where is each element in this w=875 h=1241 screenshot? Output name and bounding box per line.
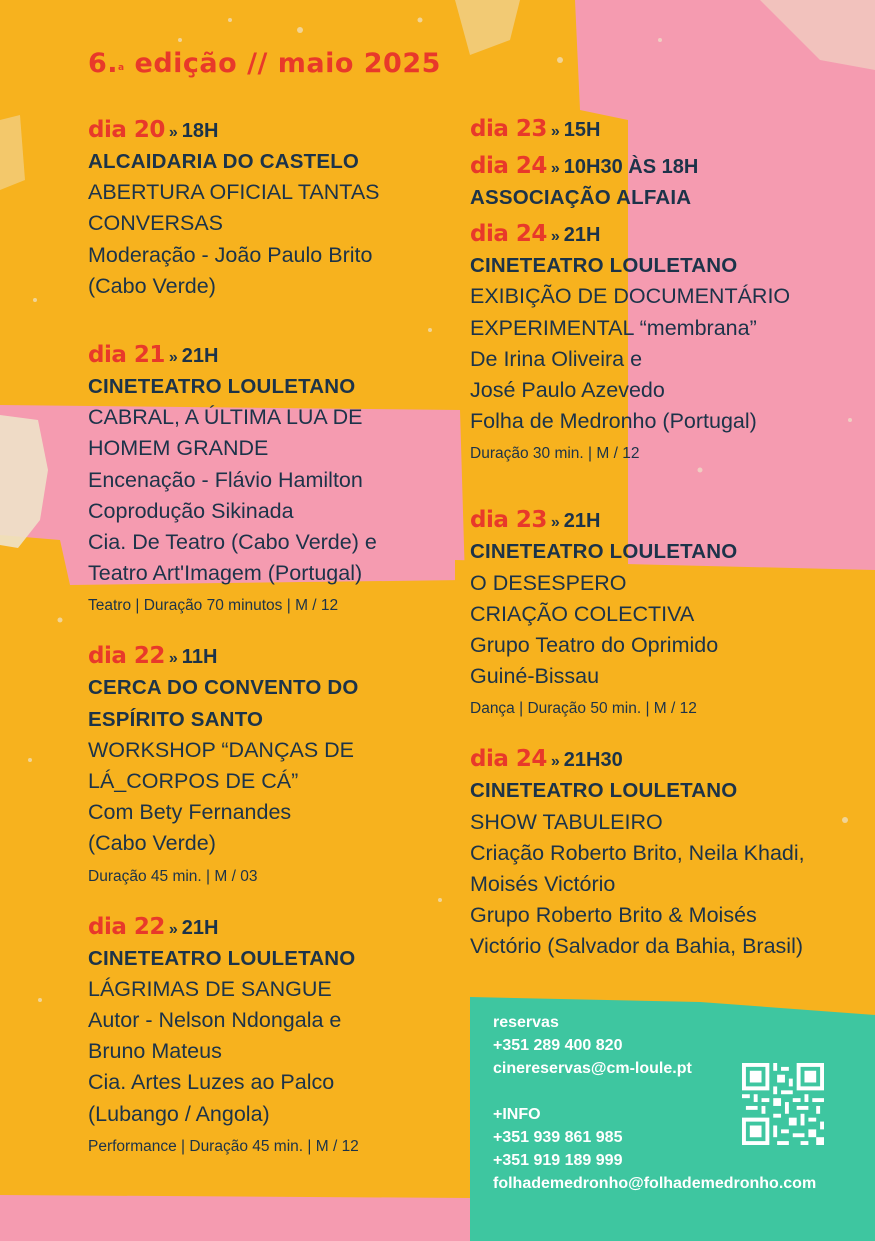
- event-time: 18H: [181, 120, 219, 142]
- event-day: dia 24: [470, 221, 547, 248]
- edition-header: 6.a edição // maio 2025: [88, 48, 441, 79]
- event-venue: CINETEATRO LOULETANO: [470, 540, 738, 564]
- event-day: dia 24: [470, 153, 547, 179]
- event-time: 21H30: [563, 749, 623, 772]
- event-venue: CINETEATRO LOULETANO: [470, 779, 738, 803]
- event-alfaia: dia 23 » 15H dia 24 » 10H30 ÀS 18H ASSOCIAÇÃO ALFAIA: [470, 114, 850, 213]
- event-venue: ESPÍRITO SANTO: [88, 707, 264, 731]
- event-time: 21H: [181, 345, 219, 368]
- event-day: dia 21: [88, 342, 165, 369]
- event-time: 21H: [563, 224, 601, 247]
- event-day22-evening: dia 22 » 21H CINETEATRO LOULETANO LÁGRIMAS DE SANGUE Autor - Nelson Ndongala e Bruno Mateus Cia. Artes Luzes ao Palco (Lubango / Angola) Performance | Duração 45 min. | M / 12: [88, 912, 468, 1164]
- event-time: 11H: [181, 646, 218, 669]
- event-day: dia 23: [470, 507, 547, 534]
- event-venue: ALCAIDARIA DO CASTELO: [88, 150, 360, 173]
- right-column: [470, 114, 850, 963]
- reservas-label: reservas: [493, 1014, 559, 1031]
- event-day23-evening: dia 23 » 21H CINETEATRO LOULETANO O DESESPERO CRIAÇÃO COLECTIVA Grupo Teatro do Oprimido Guiné-Bissau Dança | Duração 50 min. | M / 12: [470, 505, 850, 726]
- left-column: [88, 115, 468, 1164]
- event-venue: ASSOCIAÇÃO ALFAIA: [470, 186, 692, 209]
- event-day20: dia 20 » 18H ALCAIDARIA DO CASTELO ABERTURA OFICIAL TANTAS CONVERSAS Moderação - João Paulo Brito (Cabo Verde): [88, 115, 468, 302]
- event-day: dia 20: [88, 117, 165, 143]
- event-day: dia 22: [88, 643, 165, 670]
- event-venue: CINETEATRO LOULETANO: [470, 254, 738, 278]
- info-phone-2[interactable]: +351 919 189 999: [493, 1152, 623, 1169]
- event-note: Teatro | Duração 70 minutos | M / 12: [88, 597, 339, 615]
- event-time: 10H30 ÀS 18H: [563, 156, 699, 178]
- event-time: 21H: [563, 510, 601, 533]
- event-day21: dia 21 » 21H CINETEATRO LOULETANO CABRAL, A ÚLTIMA LUA DE HOMEM GRANDE Encenação - Flávio Hamilton Coprodução Sikinada Cia. De Teatro (Cabo Verde) e Teatro Art'Imagem (Portugal) Teatro | Duração 70 minutos | M / 12: [88, 340, 468, 623]
- event-day: dia 23: [470, 116, 547, 142]
- reservas-phone[interactable]: +351 289 400 820: [493, 1037, 623, 1054]
- qr-code-icon[interactable]: [742, 1063, 824, 1145]
- event-note: Duração 30 min. | M / 12: [470, 445, 640, 463]
- event-venue: CINETEATRO LOULETANO: [88, 375, 356, 399]
- info-phone-1[interactable]: +351 939 861 985: [493, 1129, 623, 1146]
- event-day24-evening: dia 24 » 21H CINETEATRO LOULETANO EXIBIÇÃO DE DOCUMENTÁRIO EXPERIMENTAL “membrana” De Irina Oliveira e José Paulo Azevedo Folha de Medronho (Portugal) Duração 30 min. | M / 12: [470, 219, 850, 471]
- event-note: Performance | Duração 45 min. | M / 12: [88, 1137, 359, 1155]
- event-note: Duração 45 min. | M / 03: [88, 867, 258, 885]
- event-day: dia 22: [88, 913, 165, 940]
- reservas-email[interactable]: cinereservas@cm-loule.pt: [493, 1060, 692, 1077]
- event-time: 21H: [181, 916, 219, 939]
- event-venue: CINETEATRO LOULETANO: [88, 946, 356, 970]
- event-venue: CERCA DO CONVENTO DO: [88, 676, 359, 700]
- event-day24-night: dia 24 » 21H30 CINETEATRO LOULETANO SHOW TABULEIRO Criação Roberto Brito, Neila Khadi, Moisés Victório Grupo Roberto Brito & Moisés Victório (Salvador da Bahia, Brasil): [470, 744, 850, 962]
- event-day: dia 24: [470, 746, 547, 773]
- event-day22-morning: dia 22 » 11H CERCA DO CONVENTO DO ESPÍRITO SANTO WORKSHOP “DANÇAS DE LÁ_CORPOS DE CÁ” Com Bety Fernandes (Cabo Verde) Duração 45 min. | M / 03: [88, 641, 468, 893]
- info-email[interactable]: folhademedronho@folhademedronho.com: [493, 1175, 817, 1192]
- event-note: Dança | Duração 50 min. | M / 12: [470, 700, 697, 718]
- info-label: +INFO: [493, 1106, 541, 1123]
- event-time: 15H: [563, 119, 601, 141]
